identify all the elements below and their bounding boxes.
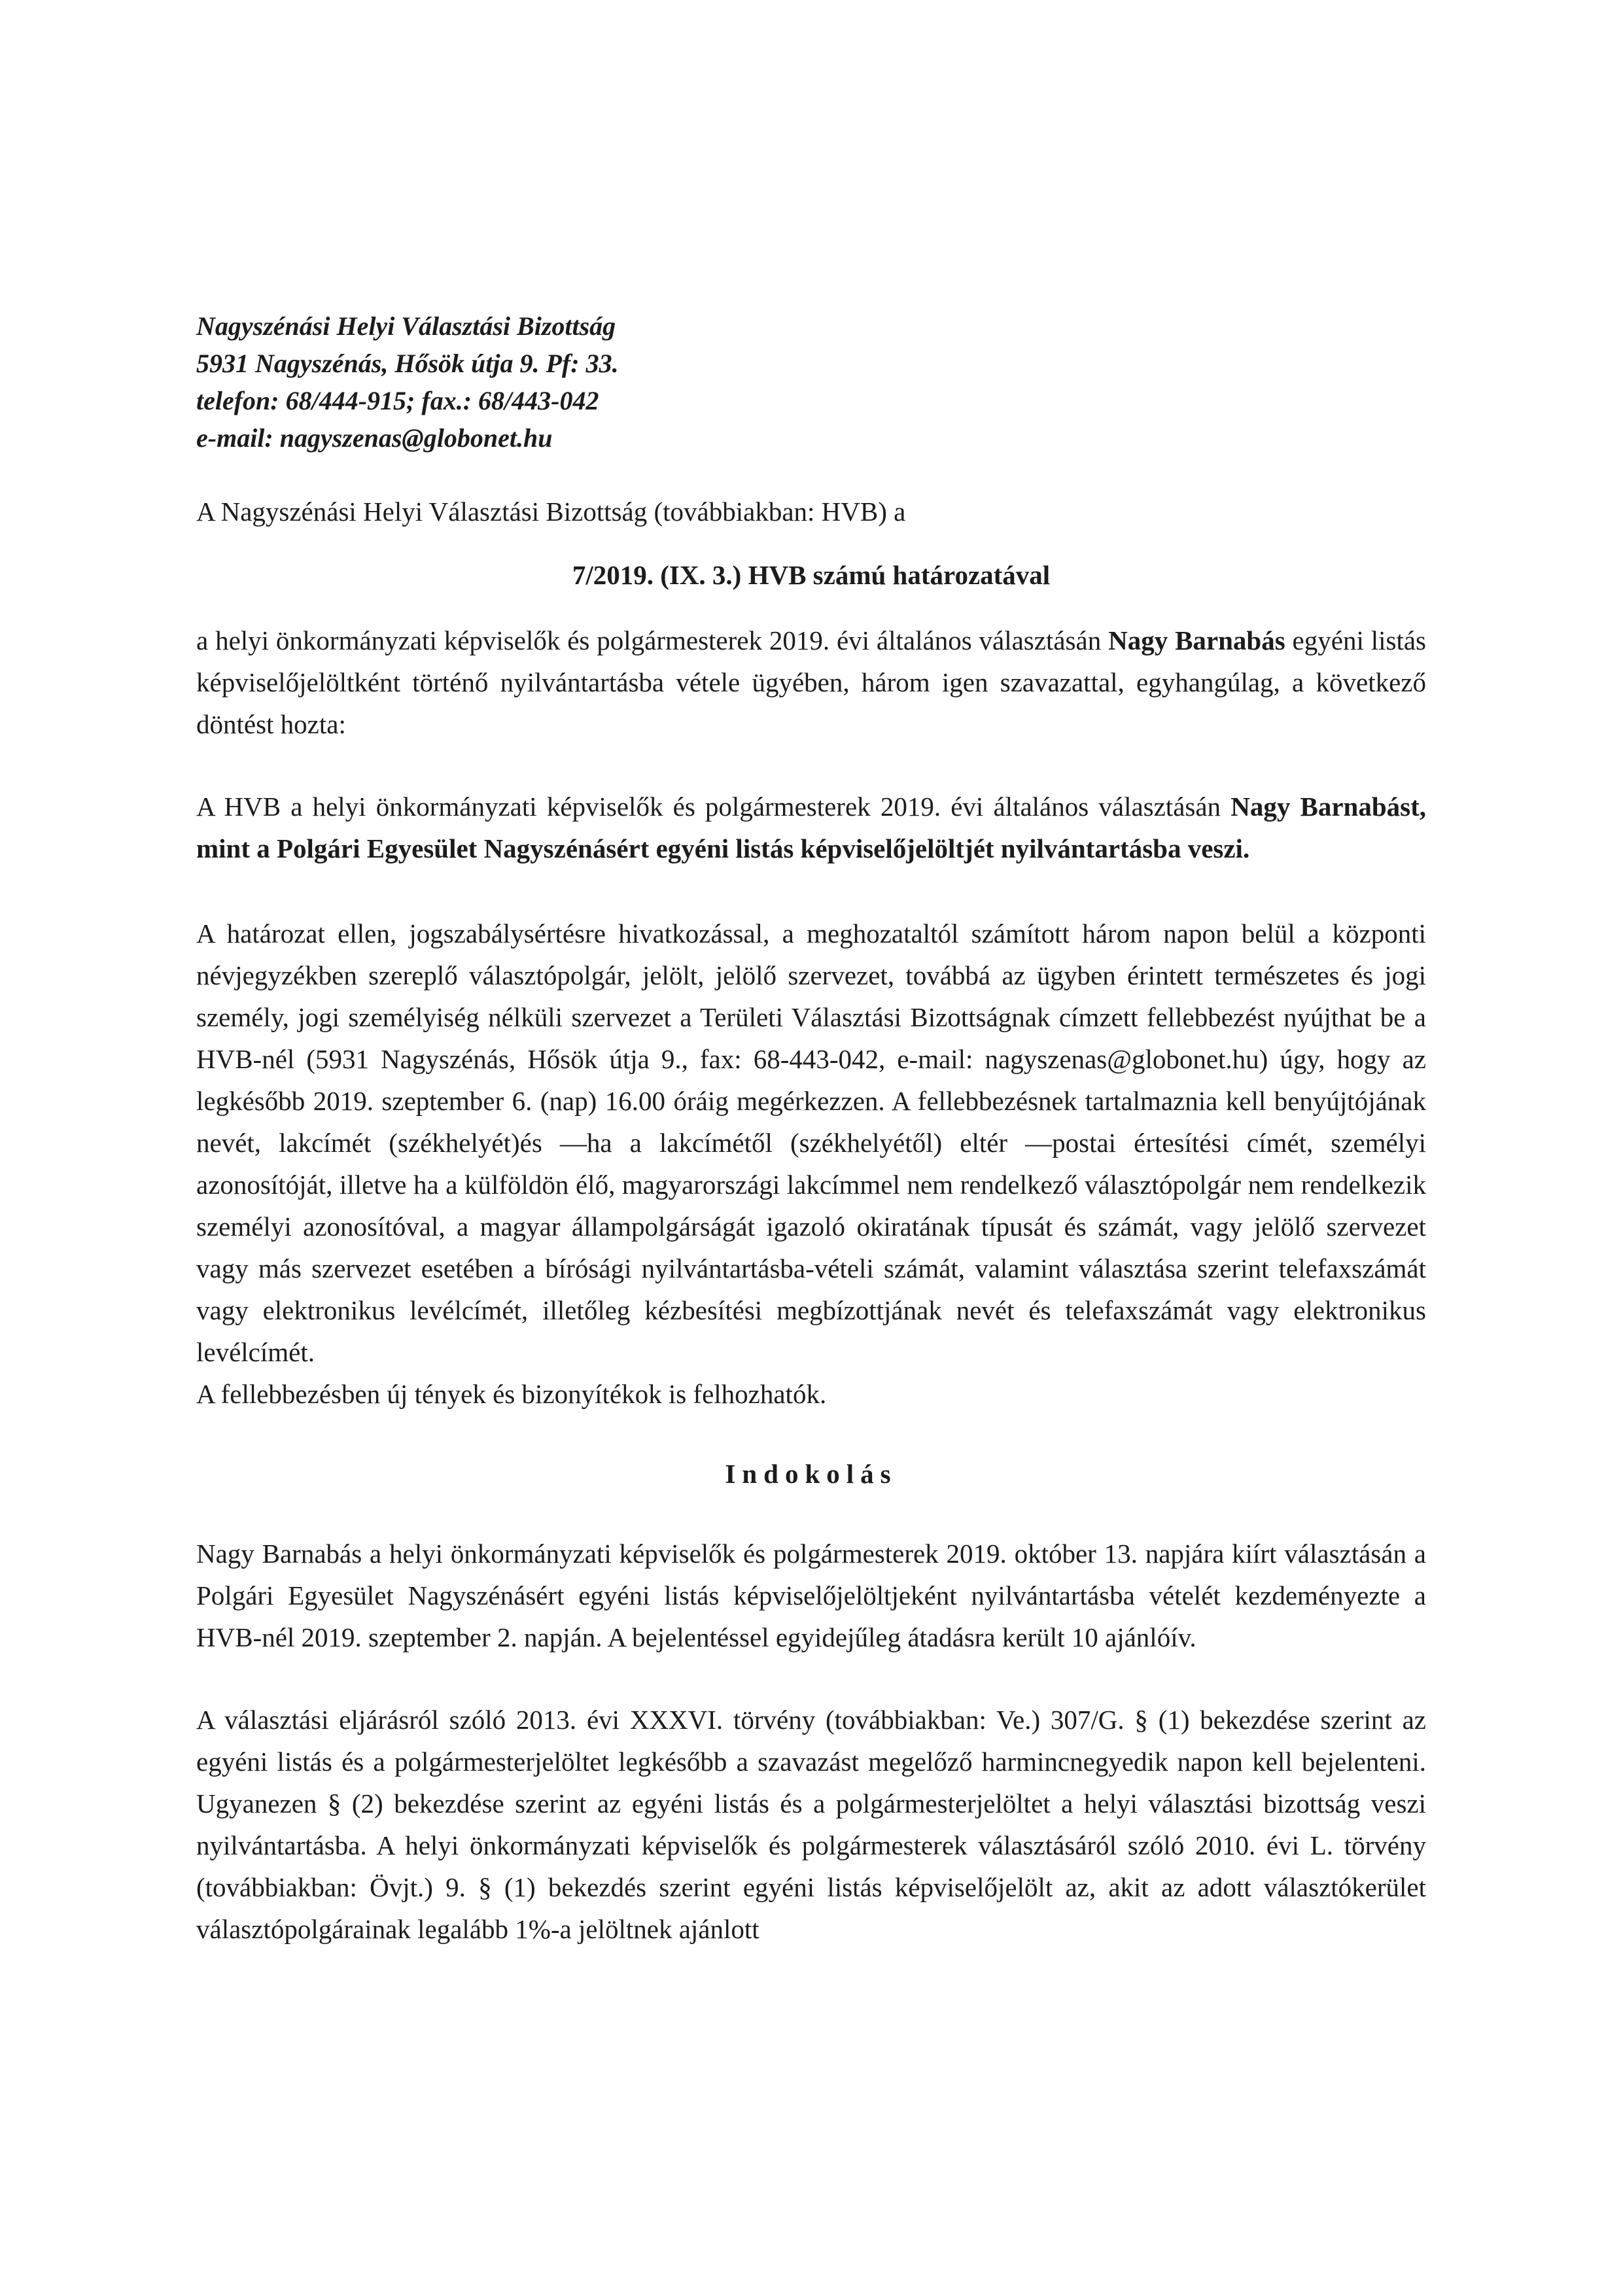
intro-line: A Nagyszénási Helyi Választási Bizottság (továbbiakban: HVB) a <box>196 496 906 527</box>
section-title-indokolas: Indokolás <box>725 1459 898 1489</box>
appeal-paragraph: A határozat ellen, jogszabálysértésre hivatkozással, a meghozataltól számított három napon belül a központi névjegyzékben szereplő választópolgár, jelölt, jelölő szervezet, továbbá az ügyben érintett természetes és jogi személy, jogi személyiség nélküli szervezet a Területi Választási Bizottságnak címzett fellebbezést nyújthat be a HVB-nél (5931 Nagyszénás, Hősök útja 9., fax: 68-443-042, e-mail: nagyszenas@globonet.hu) úgy, hogy az legkésőbb 2019. szeptember 6. (nap) 16.00 óráig megérkezzen. A fellebbezésnek tartalmaznia kell benyújtójának nevét, lakcímét (székhelyét)és —ha a lakcímétől (székhelyétől) eltér —postai értesítési címét, személyi azonosítóját, illetve ha a külföldön élő, magyarországi lakcímmel nem rendelkező választópolgár nem rendelkezik személyi azonosítóval, a magyar állampolgárságát igazoló okiratának típusát és számát, vagy jelölő szervezet vagy más szervezet esetében a bírósági nyilvántartásba-vételi számát, valamint választása szerint telefaxszámát vagy elektronikus levélcímét, illetőleg kézbesítési megbízottjának nevét és telefaxszámát vagy elektronikus levélcímét. <box>196 918 1426 1367</box>
preamble-text-1: a helyi önkormányzati képviselők és polgármesterek 2019. évi általános választásán <box>196 625 1109 655</box>
decision-text: A HVB a helyi önkormányzati képviselők és polgármesterek 2019. évi általános választásán <box>196 791 1231 822</box>
reasoning-paragraph-2: A választási eljárásról szóló 2013. évi XXXVI. törvény (továbbiakban: Ve.) 307/G. § (1) bekezdése szerint az egyéni listás és a polgármesterjelöltet legkésőbb a szavazást megelőző harmincnegyedik napon kell bejelenteni. Ugyanezen § (2) bekezdése szerint az egyéni listás és a polgármesterjelöltet a helyi választási bizottság veszi nyilvántartásba. A helyi önkormányzati képviselők és polgármesterek választásáról szóló 2010. évi L. törvény (továbbiakban: Övjt.) 9. § (1) bekezdés szerint egyéni listás képviselőjelölt az, akit az adott választókerület választópolgárainak legalább 1%-a jelöltnek ajánlott <box>196 1705 1426 1944</box>
appeal-note: A fellebbezésben új tények és bizonyítékok is felhozhatók. <box>196 1379 827 1409</box>
resolution-title: 7/2019. (IX. 3.) HVB számú határozatával <box>572 560 1051 590</box>
letterhead-address: 5931 Nagyszénás, Hősök útja 9. Pf: 33. <box>196 349 619 378</box>
document-page <box>196 307 1426 1950</box>
reasoning-paragraph-1: Nagy Barnabás a helyi önkormányzati képviselők és polgármesterek 2019. október 13. napjára kiírt választásán a Polgári Egyesület Nagyszénásért egyéni listás képviselőjelöltjeként nyilvántartásba vételét kezdeményezte a HVB-nél 2019. szeptember 2. napján. A bejelentéssel egyidejűleg átadásra került 10 ajánlóív. <box>196 1539 1426 1652</box>
decision-bold-text: Nagy Barnabást, mint a Polgári Egyesület Nagyszénásért egyéni listás képviselőjelöltjét nyilvántartásba veszi. <box>196 791 1426 863</box>
decision-paragraph <box>196 786 1426 869</box>
letterhead-org: Nagyszénási Helyi Választási Bizottság <box>196 311 616 341</box>
preamble-text-2: egyéni listás képviselőjelöltként történő nyilvántartásba vétele ügyében, három igen szavazattal, egyhangúlag, a következő döntést hozta: <box>196 625 1427 739</box>
letterhead <box>196 307 1426 457</box>
letterhead-email: e-mail: nagyszenas@globonet.hu <box>196 423 553 453</box>
letterhead-phone: telefon: 68/444-915; fax.: 68/443-042 <box>196 386 599 415</box>
preamble-paragraph <box>196 619 1426 745</box>
preamble-name: Nagy Barnabás <box>1108 625 1285 655</box>
